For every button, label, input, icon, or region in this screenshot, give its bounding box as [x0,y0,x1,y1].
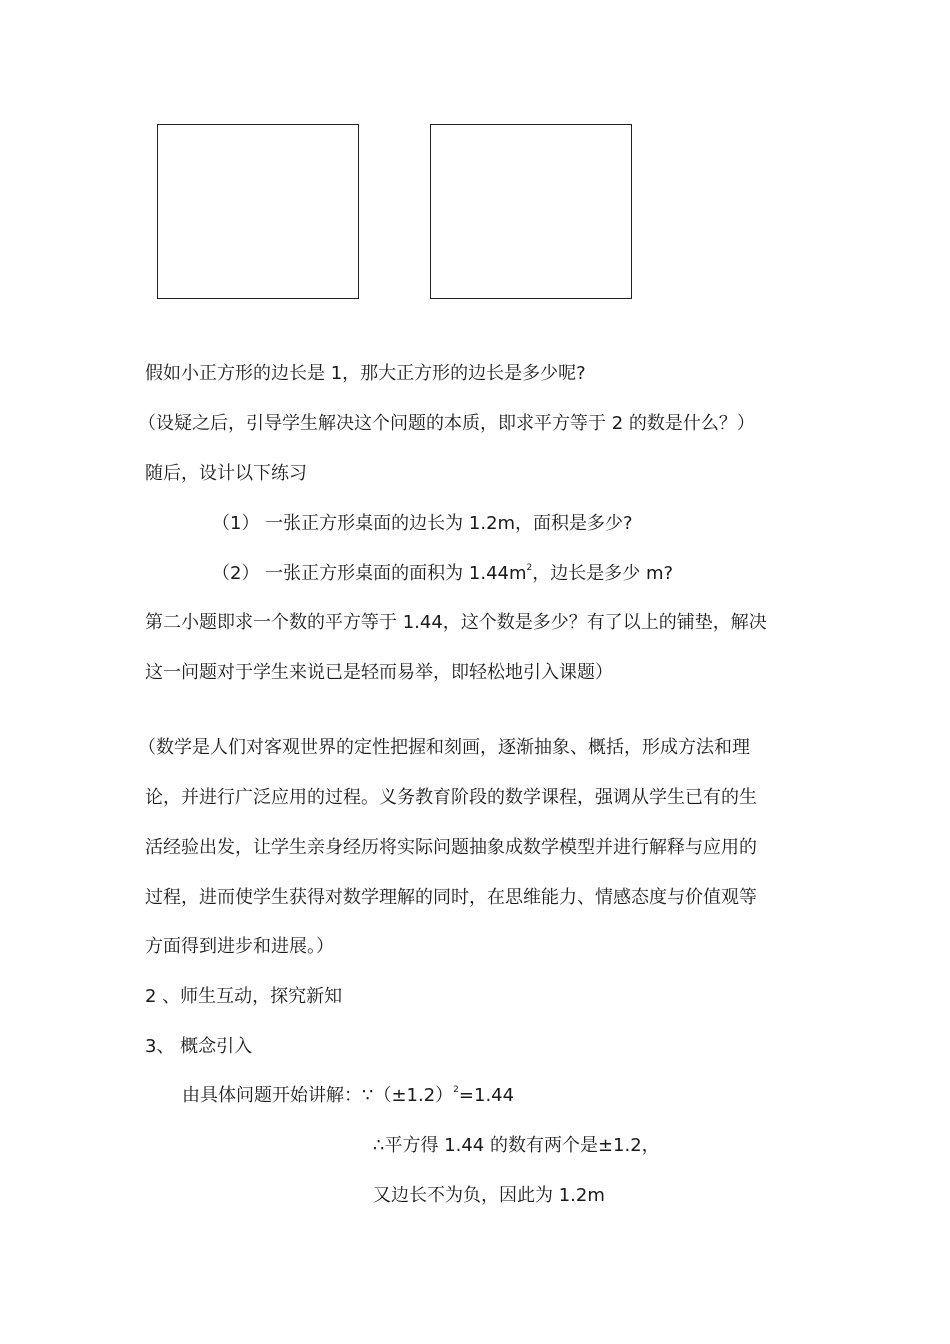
large-square [430,124,632,299]
exercise-2-text: （2） 一张正方形桌面的面积为 1.44m [212,563,527,584]
concept-line [182,1084,514,1108]
small-square [157,124,359,299]
concept-text-end: =1.44 [458,1085,515,1106]
exercise-1: （1） 一张正方形桌面的边长为 1.2m，面积是多少? [212,513,633,534]
concept-line: ∴平方得 1.44 的数有两个是±1.2， [373,1135,660,1156]
question-line: 假如小正方形的边长是 1，那大正方形的边长是多少呢? [145,363,586,384]
superscript: 2 [526,563,533,573]
paragraph-line: 论，并进行广泛应用的过程。义务教育阶段的数学课程，强调从学生已有的生 [145,787,757,808]
paragraph-line: 方面得到进步和进展。） [145,936,334,957]
paragraph-line: 过程，进而使学生获得对数学理解的同时，在思维能力、情感态度与价值观等 [145,887,757,908]
question-note: （设疑之后，引导学生解决这个问题的本质，即求平方等于 2 的数是什么？） [138,413,755,434]
paragraph-line: 活经验出发，让学生亲身经历将实际问题抽象成数学模型并进行解释与应用的 [145,837,757,858]
concept-text: 由具体问题开始讲解：∵（±1.2） [182,1085,454,1106]
concept-line: 又边长不为负，因此为 1.2m [373,1185,605,1206]
exercise-2 [212,562,673,586]
paragraph-line: （数学是人们对客观世界的定性把握和刻画，逐渐抽象、概括，形成方法和理 [138,737,750,758]
paragraph-line: 第二小题即求一个数的平方等于 1.44，这个数是多少？有了以上的铺垫，解决 [145,612,767,633]
exercise-intro: 随后，设计以下练习 [145,463,307,484]
superscript: 2 [453,1085,459,1095]
section-heading: 2 、师生互动，探究新知 [145,986,343,1007]
exercise-2-text-end: ，边长是多少 m? [532,563,674,584]
paragraph-line: 这一问题对于学生来说已是轻而易举，即轻松地引入课题） [145,662,613,683]
section-heading: 3、 概念引入 [145,1036,253,1057]
